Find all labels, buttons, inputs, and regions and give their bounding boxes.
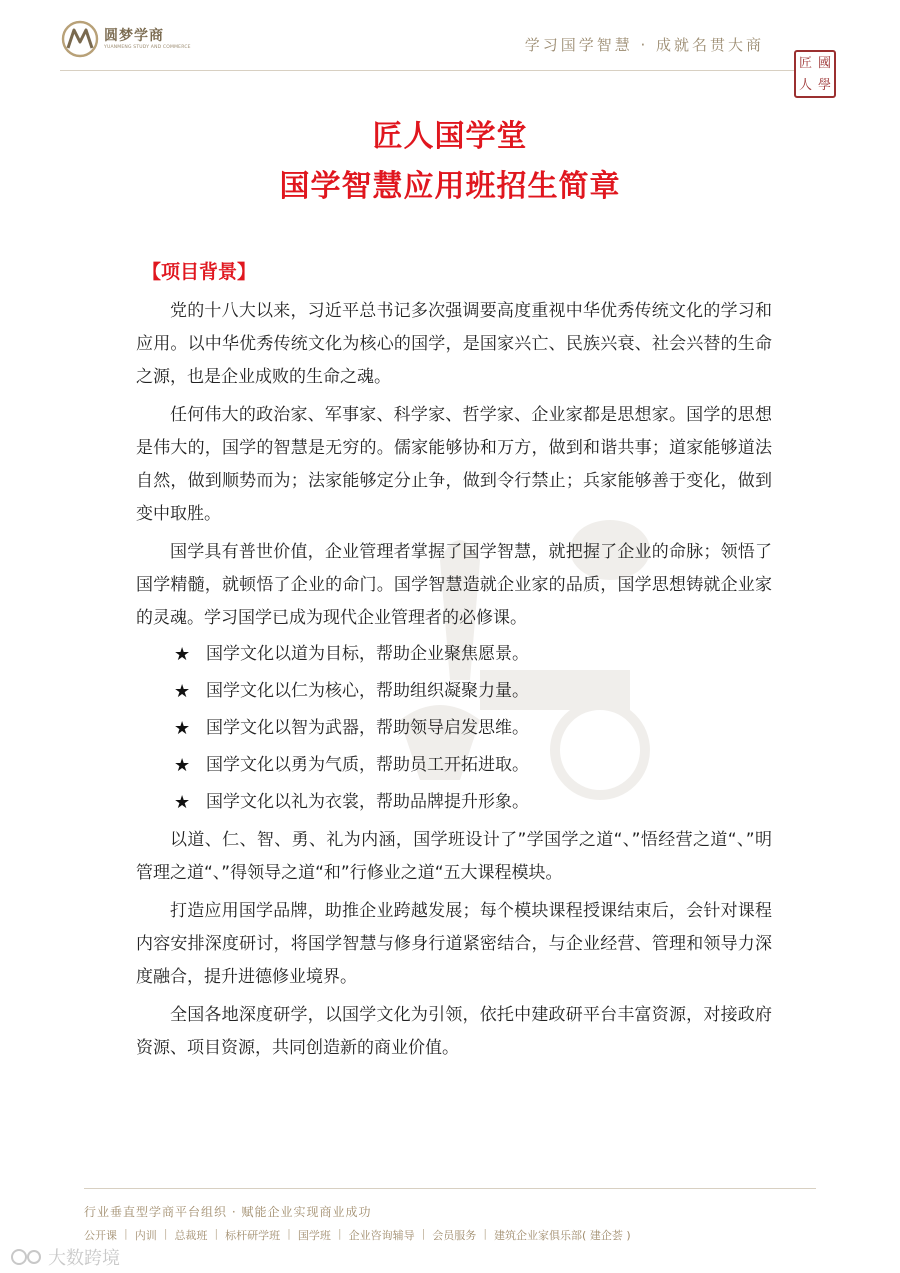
seal-char: 國 <box>817 55 831 71</box>
footer-nav-item: 内训 <box>134 1229 157 1242</box>
logo-name: 圆梦学商 <box>104 27 164 44</box>
footer-nav-item: 会员服务 <box>432 1229 477 1242</box>
star-icon: ★ <box>174 792 191 813</box>
bullet-item <box>136 712 772 745</box>
star-icon: ★ <box>174 644 191 665</box>
title-line-1: 匠人国学堂 <box>372 119 528 154</box>
footer-nav-item: 标杆研学班 <box>225 1229 281 1242</box>
nav-separator: | <box>214 1227 219 1240</box>
nav-separator: | <box>124 1227 128 1240</box>
seal-stamp <box>794 50 836 98</box>
paragraph: 国学具有普世价值，企业管理者掌握了国学智慧，就把握了企业的命脉；领悟了国学精髓，就顿悟了企业的命门。国学智慧造就企业家的品质，国学思想铸就企业家的灵魂。学习国学已成为现代企业管理者的必修课。 <box>136 542 772 628</box>
bullet-item <box>136 749 772 782</box>
nav-separator: | <box>483 1227 488 1240</box>
footer-nav-item: 企业咨询辅导 <box>348 1229 415 1242</box>
nav-separator: | <box>337 1227 342 1240</box>
footer-nav-item: 建筑企业家俱乐部( 建企荟 ) <box>494 1229 631 1242</box>
star-icon: ★ <box>174 755 191 776</box>
bullet-item <box>136 786 772 819</box>
page-header <box>0 0 900 70</box>
paragraph: 党的十八大以来，习近平总书记多次强调要高度重视中华优秀传统文化的学习和应用。以中华优秀传统文化为核心的国学，是国家兴亡、民族兴衰、社会兴替的生命之源，也是企业成败的生命之魂。 <box>136 301 772 387</box>
bullet-list <box>136 638 772 819</box>
corner-watermark <box>10 1244 120 1270</box>
nav-separator: | <box>163 1227 168 1240</box>
bullet-text: 国学文化以勇为气质，帮助员工开拓进取。 <box>206 755 529 775</box>
nav-separator: | <box>421 1227 426 1240</box>
section-heading: 【项目背景】 <box>142 261 257 283</box>
corner-watermark-text: 大数跨境 <box>48 1248 120 1269</box>
bullet-item <box>136 675 772 708</box>
paragraph: 任何伟大的政治家、军事家、科学家、哲学家、企业家都是思想家。国学的思想是伟大的，国学的智慧是无穷的。儒家能够协和万方，做到和谐共事；道家能够道法自然，做到顺势而为；法家能够定分止争，做到令行禁止；兵家能够善于变化，做到变中取胜。 <box>136 405 772 524</box>
bullet-text: 国学文化以礼为衣裳，帮助品牌提升形象。 <box>206 792 529 812</box>
footer-tagline: 行业垂直型学商平台组织 · 赋能企业实现商业成功 <box>84 1205 372 1219</box>
footer-nav-item: 国学班 <box>297 1229 331 1242</box>
header-divider <box>60 70 817 71</box>
nav-separator: | <box>287 1227 291 1240</box>
seal-char: 人 <box>798 77 812 93</box>
header-slogan: 学习国学智慧 · 成就名贯大商 <box>524 36 764 54</box>
brand-logo <box>60 20 191 58</box>
star-icon: ★ <box>174 681 191 702</box>
wechat-icon <box>10 1248 44 1266</box>
document-title <box>0 112 900 212</box>
bullet-text: 国学文化以智为武器，帮助领导启发思维。 <box>206 718 529 738</box>
footer-nav-item: 公开课 <box>84 1229 117 1242</box>
logo-mark-icon <box>60 20 100 58</box>
main-content <box>136 257 772 1065</box>
bullet-text: 国学文化以道为目标，帮助企业聚焦愿景。 <box>206 644 529 664</box>
footer-nav <box>84 1227 631 1243</box>
title-line-2: 国学智慧应用班招生简章 <box>279 169 621 204</box>
paragraph: 全国各地深度研学，以国学文化为引领，依托中建政研平台丰富资源，对接政府资源、项目资源，共同创造新的商业价值。 <box>136 1005 772 1058</box>
paragraph: 打造应用国学品牌，助推企业跨越发展；每个模块课程授课结束后，会针对课程内容安排深度研讨，将国学智慧与修身行道紧密结合，与企业经营、管理和领导力深度融合，提升进德修业境界。 <box>136 901 772 987</box>
bullet-text: 国学文化以仁为核心，帮助组织凝聚力量。 <box>206 681 529 701</box>
paragraph: 以道、仁、智、勇、礼为内涵，国学班设计了”学国学之道“、”悟经营之道“、”明管理之道“、”得领导之道“和”行修业之道“五大课程模块。 <box>136 830 772 883</box>
bullet-item <box>136 638 772 671</box>
footer-divider <box>84 1188 816 1189</box>
logo-subtitle: YUANMENG STUDY AND COMMERCE <box>104 44 191 50</box>
seal-char: 匠 <box>798 55 812 71</box>
star-icon: ★ <box>174 718 191 739</box>
footer-nav-item: 总裁班 <box>174 1229 208 1242</box>
seal-char: 學 <box>817 77 831 93</box>
